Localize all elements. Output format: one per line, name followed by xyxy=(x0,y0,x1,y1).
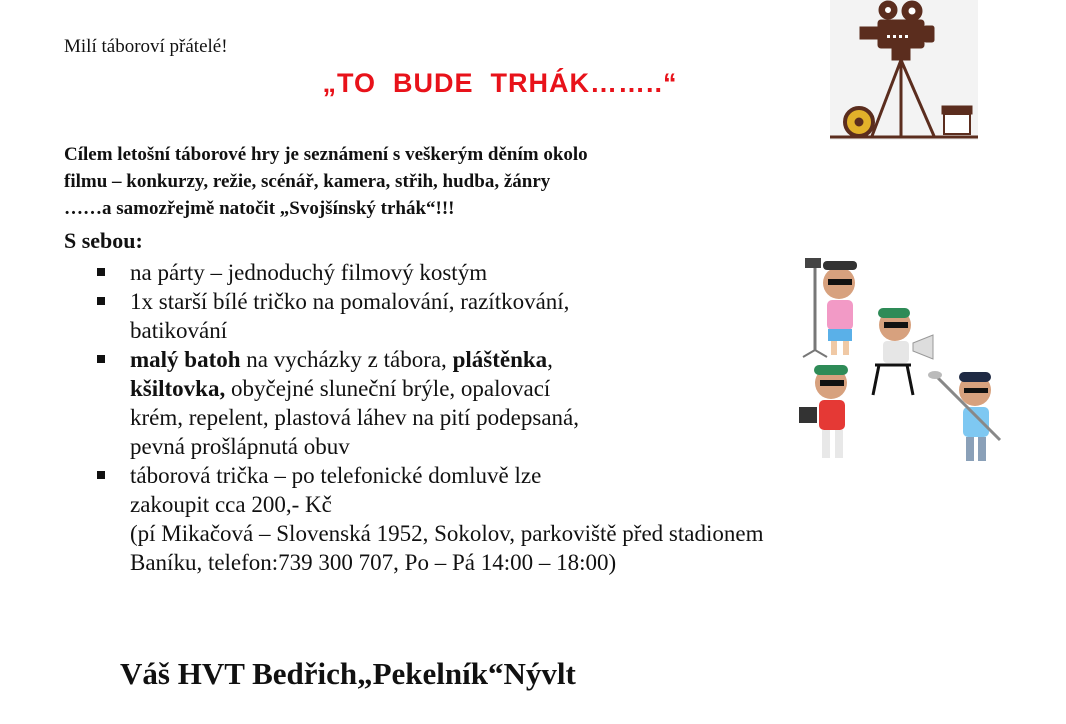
intro-paragraph xyxy=(64,141,804,222)
intro-line: ……a samozřejmě natočit „Svojšínský trhák“!!! xyxy=(64,198,455,219)
intro-line: Cílem letošní táborové hry je seznámení s veškerým děním okolo xyxy=(64,144,588,165)
bullet-icon xyxy=(97,297,105,305)
page-title: „TO BUDE TRHÁK……..“ xyxy=(322,68,678,98)
list-item: na párty – jednoduchý filmový kostým xyxy=(64,258,964,287)
sebou-heading: S sebou: xyxy=(64,228,143,253)
bullet-icon xyxy=(97,268,105,276)
bullet-icon xyxy=(97,471,105,479)
list-item: 1x starší bílé tričko na pomalování, razítkování, batikování xyxy=(64,287,964,345)
bullet-icon xyxy=(97,355,105,363)
list-item: táborová trička – po telefonické domluvě lze zakoupit cca 200,- Kč (pí Mikačová – Slovenská 1952, Sokolov, parkoviště před stadionem Baníku, telefon:739 300 707, Po – Pá 14:00 – 18:00) xyxy=(64,461,964,577)
greeting: Milí táboroví přátelé! xyxy=(64,36,228,57)
intro-line: filmu – konkurzy, režie, scénář, kamera, střih, hudba, žánry xyxy=(64,171,551,192)
film-camera-icon xyxy=(830,0,978,140)
film-crew-illustration xyxy=(795,255,1010,470)
list-item: malý batoh na vycházky z tábora, pláštěnka, kšiltovka, obyčejné sluneční brýle, opalovací krém, repelent, plastová láhev na pití podepsaná, pevná prošlápnutá obuv xyxy=(64,345,964,461)
person-icon xyxy=(803,258,857,357)
camera-illustration xyxy=(830,0,978,140)
signature: Váš HVT Bedřich„Pekelník“Nývlt xyxy=(120,656,576,691)
